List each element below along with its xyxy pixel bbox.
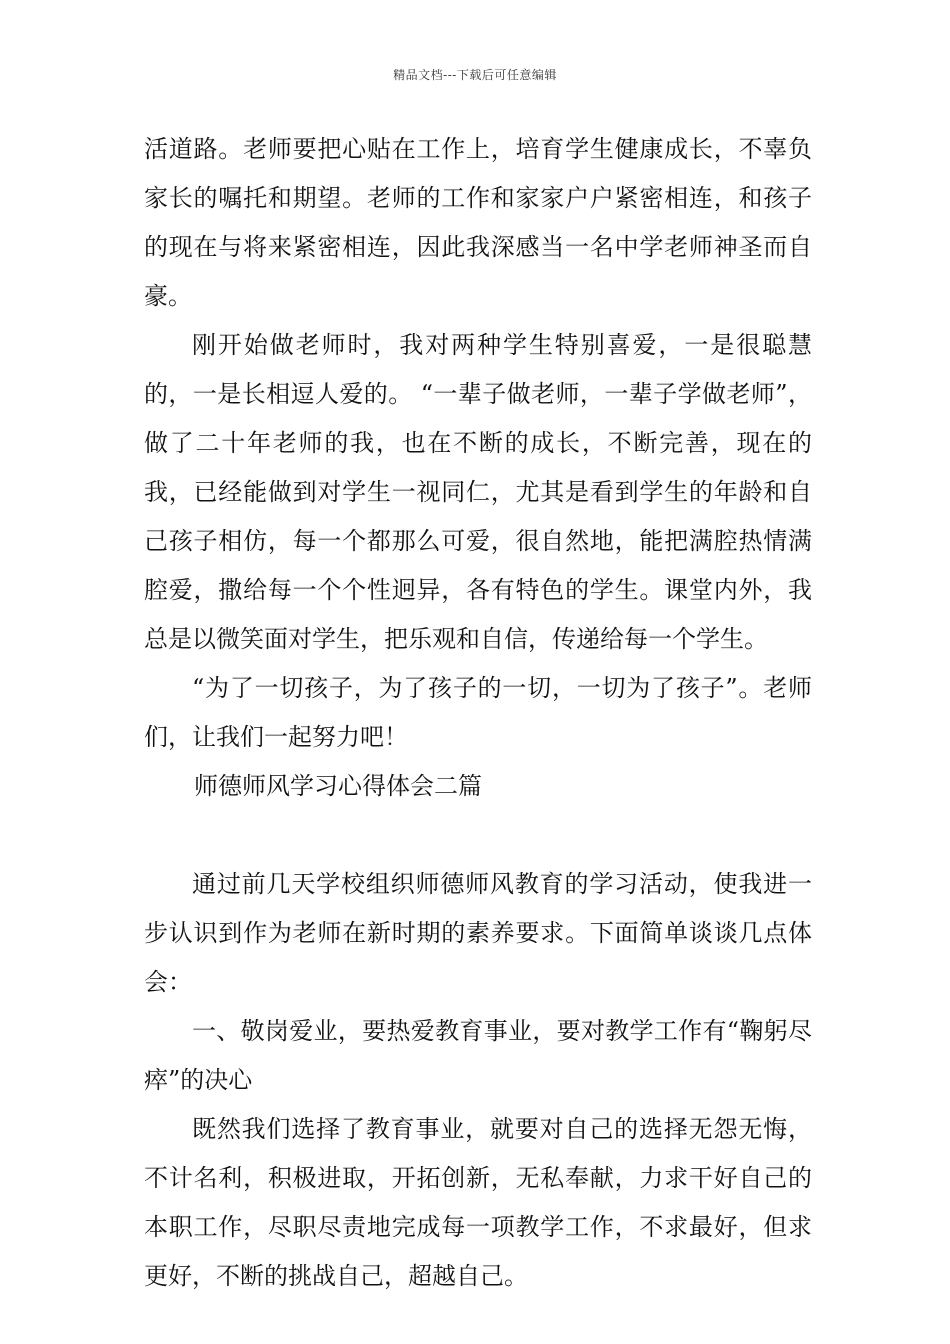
paragraph-3: “为了一切孩子，为了孩子的一切，一切为了孩子”。老师们，让我们一起努力吧！ [144, 674, 812, 751]
paragraph-6: 既然我们选择了教育事业，就要对自己的选择无怨无悔，不计名利，积极进取，开拓创新，无私奉献，力求干好自己的本职工作，尽职尽责地完成每一项教学工作，不求最好，但求更好，不断的挑战自己，超越自己。 [144, 1115, 812, 1290]
section-heading: 师德师风学习心得体会二篇 [194, 772, 482, 800]
blank-line [144, 811, 812, 860]
paragraph-1: 活道路。老师要把心贴在工作上，培育学生健康成长，不辜负家长的嘱托和期望。老师的工作和家家户户紧密相连，和孩子的现在与将来紧密相连，因此我深感当一名中学老师神圣而自豪。 [144, 135, 812, 310]
paragraph-4: 通过前几天学校组织师德师风教育的学习活动，使我进一步认识到作为老师在新时期的素养要求。下面简单谈谈几点体会： [144, 870, 812, 996]
paragraph-2: 刚开始做老师时，我对两种学生特别喜爱，一是很聪慧的，一是长相逗人爱的。 “一辈子做老师，一辈子学做老师”，做了二十年老师的我，也在不断的成长，不断完善，现在的我，已经能做到对学生一视同仁，尤其是看到学生的年龄和自己孩子相仿，每一个都那么可爱，很自然地，能把满腔热情满腔爱，撒给每一个个性迥异，各有特色的学生。课堂内外，我总是以微笑面对学生，把乐观和自信，传递给每一个学生。 [144, 331, 812, 653]
page-header: 精品文档---下载后可任意编辑 [393, 68, 557, 82]
paragraph-5: 一、敬岗爱业，要热爱教育事业，要对教学工作有“鞠躬尽瘁”的决心 [144, 1017, 812, 1094]
document-body [144, 125, 812, 1301]
